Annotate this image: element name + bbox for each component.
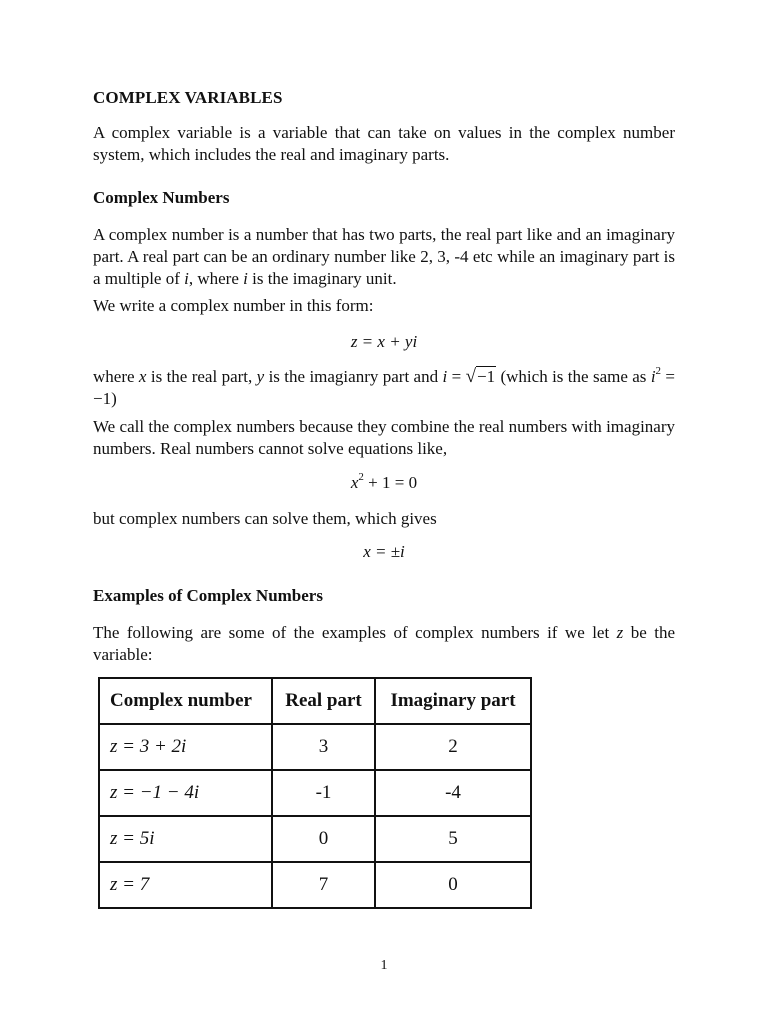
cell-real: -1 xyxy=(272,770,375,816)
examples-intro-paragraph: The following are some of the examples of complex numbers if we let z be the variable: xyxy=(93,623,675,664)
cell-imaginary: 0 xyxy=(375,862,531,908)
section-heading-complex-numbers: Complex Numbers xyxy=(93,188,230,207)
header-imaginary-part: Imaginary part xyxy=(375,678,531,724)
header-real-part: Real part xyxy=(272,678,375,724)
table-header-row xyxy=(99,678,531,724)
cell-real: 0 xyxy=(272,816,375,862)
table-row xyxy=(99,862,531,908)
complex-number-definition: A complex number is a number that has two parts, the real part like and an imaginary part. A real part can be an ordinary number like 2, 3, -4 etc while an imaginary part is a multiple of i, where i is the imaginary unit. xyxy=(93,225,675,288)
cell-imaginary: 5 xyxy=(375,816,531,862)
cell-expression: z = 7 xyxy=(99,862,272,908)
parts-explanation-paragraph: where x is the real part, y is the imagianry part and i = √−1 (which is the same as $i^2 = -1$) xyxy=(93,365,676,408)
equation-solution: x = ±i xyxy=(363,542,405,561)
intro-paragraph: A complex variable is a variable that can take on values in the complex number system, which includes the real and imaginary parts. xyxy=(93,123,675,164)
table-row xyxy=(99,770,531,816)
cell-real: 3 xyxy=(272,724,375,770)
form-intro-paragraph: We write a complex number in this form: xyxy=(93,296,374,315)
table-row xyxy=(99,724,531,770)
section-heading-examples: Examples of Complex Numbers xyxy=(93,586,323,605)
equation-x-squared: $x^2 + 1 = 0$ xyxy=(350,471,418,492)
solution-intro-paragraph: but complex numbers can solve them, which gives xyxy=(93,509,437,528)
why-complex-paragraph: We call the complex numbers because they combine the real numbers with imaginary numbers. Real numbers cannot solve equations like, xyxy=(93,417,675,458)
square-root-symbol: √−1 xyxy=(465,366,496,387)
cell-expression: z = 3 + 2i xyxy=(99,724,272,770)
document-title: COMPLEX VARIABLES xyxy=(93,88,283,107)
page-number: 1 xyxy=(380,958,388,973)
table-row xyxy=(99,816,531,862)
cell-expression: z = −1 − 4i xyxy=(99,770,272,816)
complex-numbers-table xyxy=(98,677,532,909)
cell-imaginary: 2 xyxy=(375,724,531,770)
cell-real: 7 xyxy=(272,862,375,908)
cell-imaginary: -4 xyxy=(375,770,531,816)
header-complex-number: Complex number xyxy=(99,678,272,724)
equation-complex-form: z = x + yi xyxy=(350,332,418,351)
cell-expression: z = 5i xyxy=(99,816,272,862)
